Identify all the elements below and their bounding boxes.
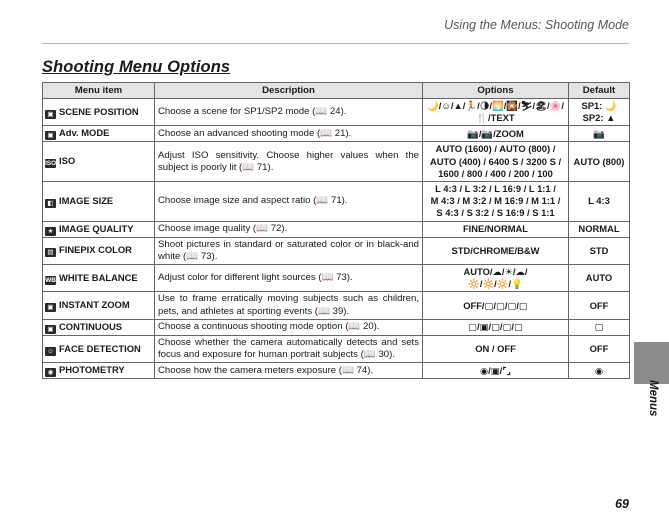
- menu-item-label: FACE DETECTION: [59, 342, 141, 354]
- side-tab: [634, 342, 669, 384]
- menu-item-label: INSTANT ZOOM: [59, 299, 130, 311]
- description-cell: Choose an advanced shooting mode (📖 21).: [155, 126, 423, 142]
- table-row: [43, 221, 630, 237]
- default-value: 📷: [593, 127, 605, 139]
- default-value: AUTO: [585, 272, 613, 284]
- menu-item-label: CONTINUOUS: [59, 320, 123, 332]
- default-cell: [569, 363, 630, 379]
- default-cell: [569, 319, 630, 335]
- menu-item-label: PHOTOMETRY: [59, 364, 125, 376]
- default-cell: [569, 142, 630, 182]
- default-cell: [569, 99, 630, 126]
- description-cell: Choose how the camera meters exposure (📖 74).: [155, 363, 423, 379]
- column-header-default: Default: [569, 83, 630, 99]
- image-size-icon: ◧: [45, 199, 56, 208]
- options-cell: [423, 182, 569, 222]
- default-value: SP2: ▲: [582, 112, 616, 124]
- description-cell: Adjust color for different light sources (📖 73).: [155, 265, 423, 292]
- page-title: Shooting Menu Options: [42, 58, 231, 76]
- table-row: [43, 319, 630, 335]
- table-row: [43, 237, 630, 264]
- default-value: AUTO (800): [573, 155, 625, 167]
- column-header-menu-item: Menu item: [43, 83, 155, 99]
- menu-item-label: ISO: [59, 155, 76, 167]
- options-cell: STD/CHROME/B&W: [423, 237, 569, 264]
- description-cell: Choose image size and aspect ratio (📖 71).: [155, 182, 423, 222]
- options-cell: [423, 265, 569, 292]
- options-cell: [423, 142, 569, 182]
- table-row: [43, 292, 630, 319]
- default-cell: [569, 265, 630, 292]
- default-value: SP1: 🌙: [581, 100, 617, 111]
- default-cell: [569, 126, 630, 142]
- menu-item-cell: [43, 292, 155, 319]
- default-value: L 4:3: [588, 195, 610, 207]
- menu-item-cell: [43, 142, 155, 182]
- page-number: 69: [615, 497, 629, 511]
- scene-position-icon: ▣: [45, 110, 56, 119]
- menu-item-label: SCENE POSITION: [59, 105, 139, 117]
- default-cell: [569, 335, 630, 362]
- menu-item-label: Adv. MODE: [59, 127, 110, 139]
- options-cell: OFF/▢/▢/▢/▢: [423, 292, 569, 319]
- face-detection-icon: ☺: [45, 347, 56, 356]
- white-balance-icon: WB: [45, 276, 56, 284]
- options-cell: ▢/▣/▢/▢/▢: [423, 319, 569, 335]
- menu-item-cell: [43, 182, 155, 222]
- default-value: NORMAL: [578, 223, 620, 235]
- table-row: [43, 142, 630, 182]
- continuous-icon: ▣: [45, 325, 56, 334]
- menu-item-cell: [43, 265, 155, 292]
- menu-item-label: IMAGE QUALITY: [59, 222, 134, 234]
- default-value: OFF: [589, 299, 609, 311]
- table-header-row: [43, 83, 630, 99]
- options-line: AUTO/☁/☀/☁/: [463, 266, 528, 278]
- menu-item-label: IMAGE SIZE: [59, 194, 114, 206]
- table-row: [43, 363, 630, 379]
- image-quality-icon: ★: [45, 227, 56, 236]
- default-cell: [569, 292, 630, 319]
- menu-item-cell: [43, 221, 155, 237]
- menu-item-cell: [43, 363, 155, 379]
- column-header-options: Options: [423, 83, 569, 99]
- default-value: ▢: [594, 321, 604, 333]
- default-value: STD: [589, 244, 609, 256]
- menu-item-label: FINEPIX COLOR: [59, 244, 132, 256]
- instant-zoom-icon: ▣: [45, 303, 56, 312]
- default-value: OFF: [589, 342, 609, 354]
- options-line: AUTO (1600) / AUTO (800) /: [435, 143, 556, 155]
- table-row: [43, 182, 630, 222]
- menu-item-label: WHITE BALANCE: [59, 271, 138, 283]
- options-line: L 4:3 / L 3:2 / L 16:9 / L 1:1 /: [435, 183, 556, 195]
- description-cell: Adjust ISO sensitivity. Choose higher values when the subject is poorly lit (📖 71).: [155, 142, 423, 182]
- description-cell: Use to frame erratically moving subjects such as children, pets, and athletes at sporting events (📖 39).: [155, 292, 423, 319]
- menu-item-cell: [43, 126, 155, 142]
- menu-item-cell: [43, 237, 155, 264]
- default-cell: [569, 182, 630, 222]
- options-line: 1600 / 800 / 400 / 200 / 100: [438, 167, 553, 179]
- finepix-color-icon: ▤: [45, 248, 56, 257]
- default-value: ◉: [594, 364, 604, 376]
- options-line: AUTO (400) / 6400 S / 3200 S /: [429, 155, 562, 167]
- options-line: S 4:3 / S 3:2 / S 16:9 / S 1:1: [436, 207, 555, 219]
- table-row: [43, 99, 630, 126]
- options-cell: ◉/▣/⌜⌟: [423, 363, 569, 379]
- table-row: [43, 265, 630, 292]
- shooting-menu-options-table: [42, 82, 630, 379]
- menu-item-cell: [43, 99, 155, 126]
- iso-icon: ISO: [45, 160, 57, 168]
- table-row: [43, 335, 630, 362]
- options-cell: 🌙/☺/▲/🏃/🌗/🌅/🎇/⛷/🏖/🌸/🍴/TEXT: [423, 99, 569, 126]
- menu-item-cell: [43, 335, 155, 362]
- description-cell: Choose image quality (📖 72).: [155, 221, 423, 237]
- description-cell: Shoot pictures in standard or saturated color or in black-and white (📖 73).: [155, 237, 423, 264]
- options-cell: ON / OFF: [423, 335, 569, 362]
- default-cell: [569, 237, 630, 264]
- description-cell: Choose a scene for SP1/SP2 mode (📖 24).: [155, 99, 423, 126]
- description-cell: Choose whether the camera automatically detects and sets focus and exposure for human portrait subjects (📖 30).: [155, 335, 423, 362]
- description-cell: Choose a continuous shooting mode option (📖 20).: [155, 319, 423, 335]
- options-line: 🔆/🔆/🔆/💡: [468, 278, 523, 290]
- table-row: [43, 126, 630, 142]
- section-header-title: Using the Menus: Shooting Mode: [444, 18, 629, 32]
- menu-item-cell: [43, 319, 155, 335]
- options-cell: FINE/NORMAL: [423, 221, 569, 237]
- options-line: M 4:3 / M 3:2 / M 16:9 / M 1:1 /: [430, 195, 561, 207]
- side-tab-label: Menus: [647, 380, 659, 417]
- options-cell: 📷/📷/ZOOM: [423, 126, 569, 142]
- adv-mode-icon: ▣: [45, 131, 56, 140]
- photometry-icon: ◉: [45, 368, 56, 377]
- header-divider: [42, 43, 629, 44]
- default-cell: [569, 221, 630, 237]
- column-header-description: Description: [155, 83, 423, 99]
